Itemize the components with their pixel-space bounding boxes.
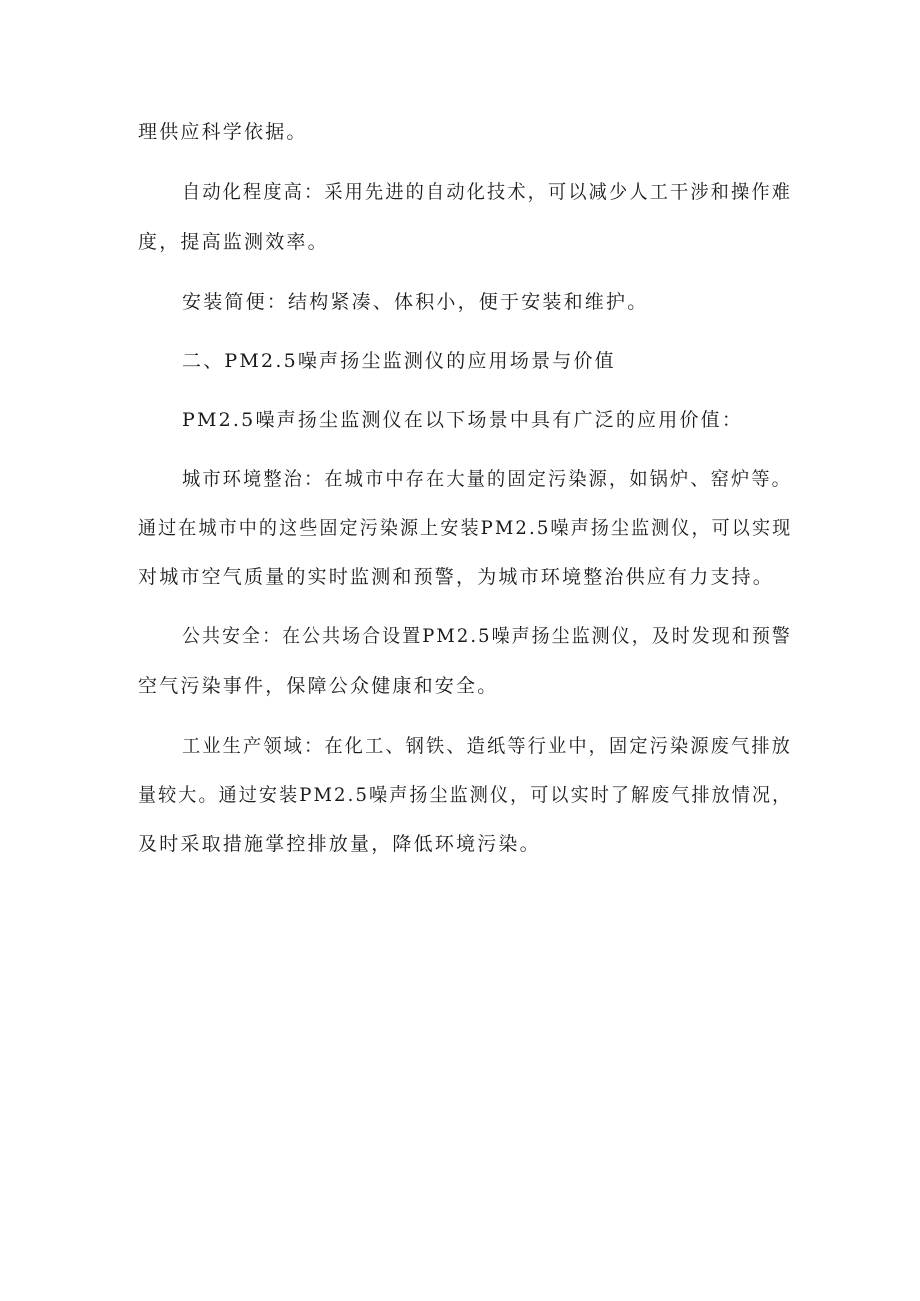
paragraph-industry-line-1: 工业生产领域：在化工、钢铁、造纸等行业中，固定污染源废气排放 <box>182 735 793 757</box>
paragraph-city-line-1: 城市环境整治：在城市中存在大量的固定污染源，如锅炉、窑炉等。 <box>182 468 793 490</box>
section-heading: 二、PM2.5噪声扬尘监测仪的应用场景与价值 <box>182 350 616 372</box>
paragraph-industry-line-3: 及时采取措施掌控排放量，降低环境污染。 <box>138 833 541 855</box>
paragraph-installation: 安装简便：结构紧凑、体积小，便于安装和维护。 <box>182 291 649 313</box>
paragraph-industry-line-2: 量较大。通过安装PM2.5噪声扬尘监测仪，可以实时了解废气排放情况， <box>138 784 793 806</box>
paragraph-city-line-2: 通过在城市中的这些固定污染源上安装PM2.5噪声扬尘监测仪，可以实现 <box>138 517 793 539</box>
paragraph-city-line-3: 对城市空气质量的实时监测和预警，为城市环境整治供应有力支持。 <box>138 566 775 588</box>
paragraph-public-safety-line-1: 公共安全：在公共场合设置PM2.5噪声扬尘监测仪，及时发现和预警 <box>182 625 792 647</box>
text-line: 理供应科学依据。 <box>138 121 308 143</box>
paragraph-automation-line-2: 度，提高监测效率。 <box>138 231 329 253</box>
paragraph-public-safety-line-2: 空气污染事件，保障公众健康和安全。 <box>138 675 499 697</box>
paragraph-intro: PM2.5噪声扬尘监测仪在以下场景中具有广泛的应用价值： <box>182 409 744 431</box>
paragraph-automation-line-1: 自动化程度高：采用先进的自动化技术，可以减少人工干涉和操作难 <box>182 181 793 203</box>
